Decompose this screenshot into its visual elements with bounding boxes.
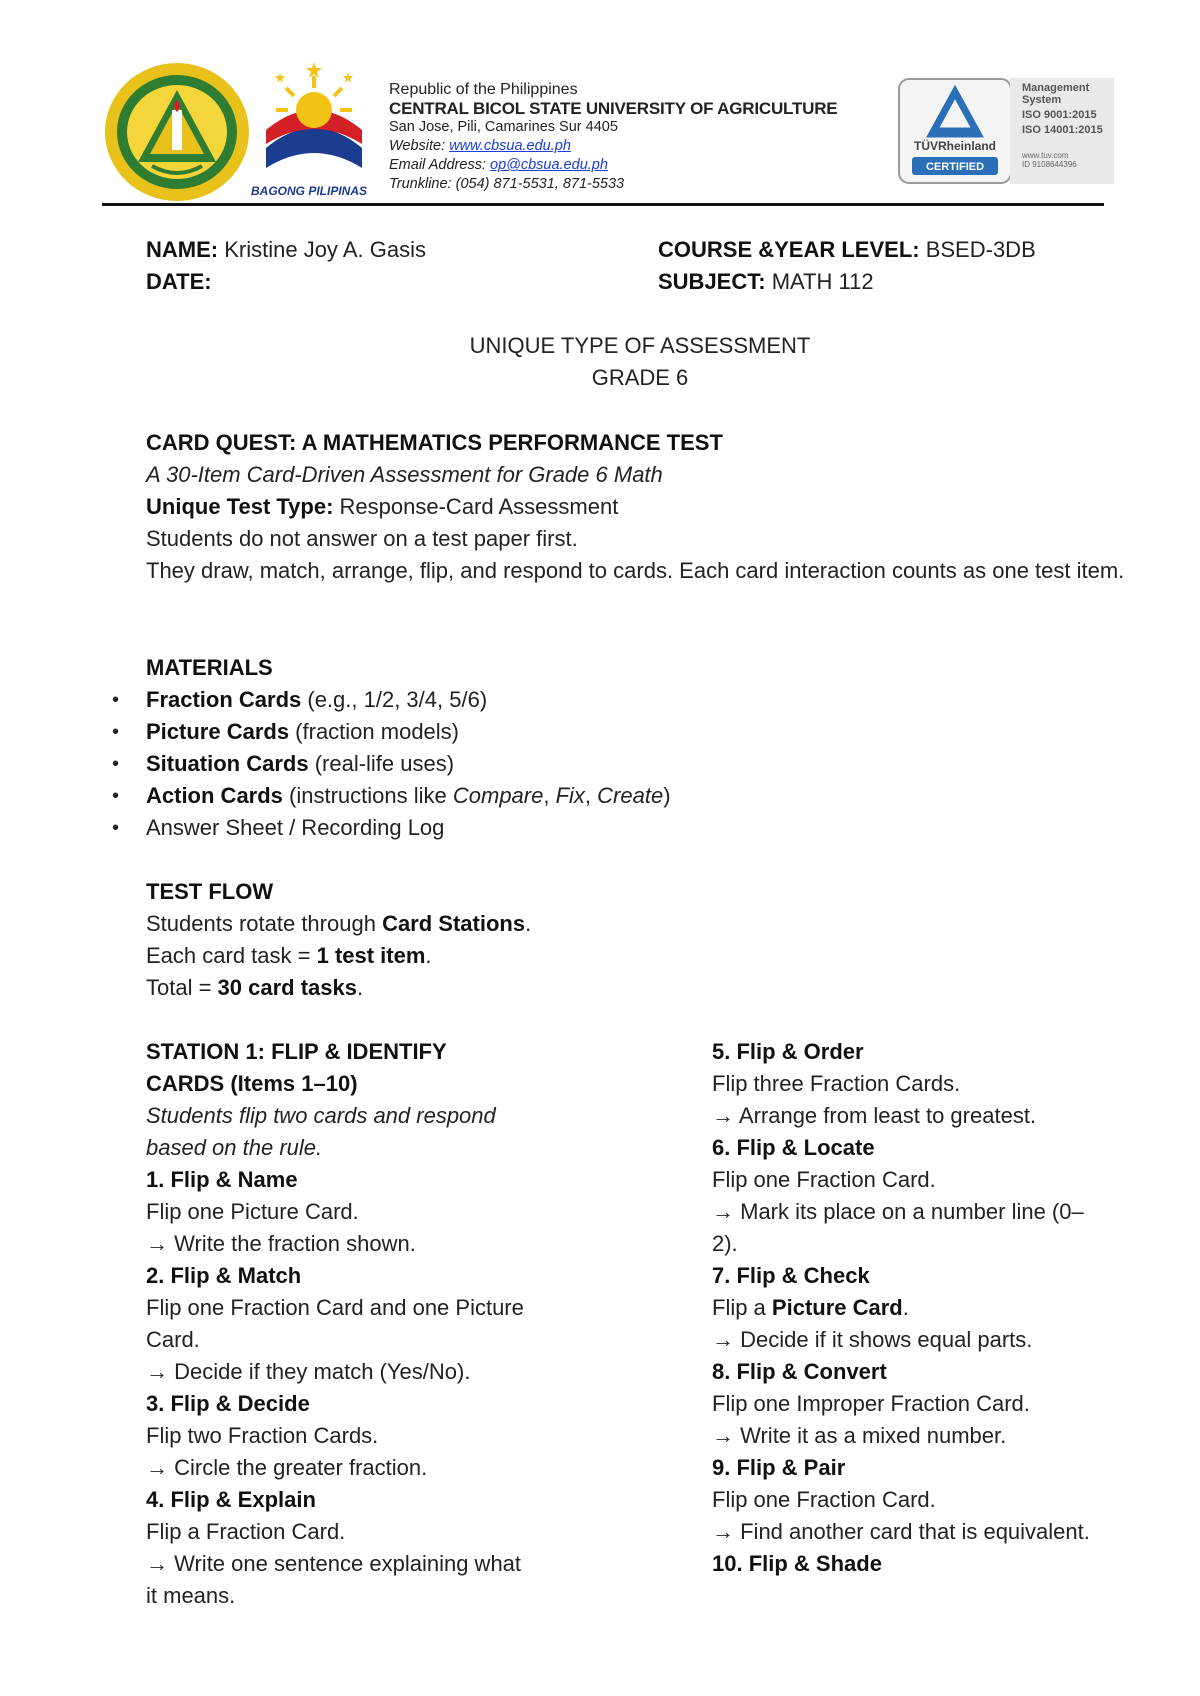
cert-system-1: Management	[1022, 82, 1090, 94]
website-label: Website:	[389, 138, 450, 154]
item-title: 1. Flip & Name	[146, 1167, 298, 1192]
materials-title: MATERIALS	[146, 655, 273, 680]
item-line: → Decide if they match (Yes/No).	[146, 1359, 471, 1384]
website-link[interactable]: www.cbsua.edu.ph	[449, 138, 571, 154]
subject-value: MATH 112	[765, 269, 874, 294]
station-left-column	[146, 1036, 586, 1612]
material-desc: (fraction models)	[289, 719, 460, 744]
item-title: 4. Flip & Explain	[146, 1487, 316, 1512]
separator: ,	[584, 783, 598, 808]
material-name: Situation Cards	[146, 751, 309, 776]
item-line: → Arrange from least to greatest.	[712, 1103, 1037, 1128]
item-line: 2).	[712, 1231, 738, 1256]
date-field	[146, 266, 212, 298]
item-title: 10. Flip & Shade	[712, 1551, 882, 1576]
cert-system-2: System	[1022, 94, 1062, 106]
flow-line-2	[146, 940, 1136, 972]
item-line: → Find another card that is equivalent.	[712, 1519, 1090, 1544]
name-value: Kristine Joy A. Gasis	[218, 237, 426, 262]
subject-field	[658, 266, 874, 298]
item-title: 2. Flip & Match	[146, 1263, 302, 1288]
list-item	[146, 748, 671, 780]
list-item	[146, 684, 671, 716]
text: Students rotate through	[146, 911, 383, 936]
item-line: Flip one Fraction Card.	[712, 1167, 936, 1192]
separator: ,	[543, 783, 556, 808]
station-instruction-2: based on the rule.	[146, 1135, 323, 1160]
item-line: Card.	[146, 1327, 200, 1352]
subject-label: SUBJECT:	[658, 269, 766, 294]
material-desc: (real-life uses)	[308, 751, 455, 776]
material-desc: (e.g., 1/2, 3/4, 5/6)	[301, 687, 488, 712]
flow-line-1	[146, 908, 1136, 940]
intro-line-1: Students do not answer on a test paper first.	[146, 526, 578, 551]
test-flow-section	[146, 876, 1136, 1004]
item-line: Flip two Fraction Cards.	[146, 1423, 379, 1448]
text-bold: 1 test item	[316, 943, 426, 968]
item-line	[712, 1292, 1142, 1324]
course-field	[658, 234, 1036, 266]
flow-line-3	[146, 972, 1136, 1004]
university-name: CENTRAL BICOL STATE UNIVERSITY OF AGRICULTURE	[389, 99, 838, 118]
item-title: 9. Flip & Pair	[712, 1455, 846, 1480]
text: Each card task =	[146, 943, 317, 968]
item-title: 7. Flip & Check	[712, 1263, 870, 1288]
test-title: CARD QUEST: A MATHEMATICS PERFORMANCE TEST	[146, 430, 723, 455]
date-label: DATE:	[146, 269, 212, 294]
seal-caption: BAGONG PILIPINAS	[250, 184, 367, 198]
list-item	[146, 780, 671, 812]
material-name: Action Cards	[146, 783, 283, 808]
tuv-id: ID 9108644396	[1022, 160, 1077, 169]
trunkline: Trunkline: (054) 871-5531, 871-5533	[389, 176, 625, 192]
item-line: Flip three Fraction Cards.	[712, 1071, 961, 1096]
test-type	[146, 491, 1136, 523]
item-line: → Circle the greater fraction.	[146, 1455, 428, 1480]
text: .	[902, 1295, 909, 1320]
assessment-heading: UNIQUE TYPE OF ASSESSMENT	[469, 333, 811, 358]
materials-list	[146, 684, 671, 844]
email-label: Email Address:	[389, 157, 490, 173]
tuv-site: www.tuv.com	[1022, 151, 1069, 160]
text: .	[425, 943, 432, 968]
text: Total =	[146, 975, 218, 1000]
action-create: Create	[597, 783, 664, 808]
text: .	[356, 975, 364, 1000]
text: Flip a	[712, 1295, 772, 1320]
material-desc: Answer Sheet / Recording Log	[146, 815, 445, 840]
list-item	[146, 716, 671, 748]
item-title: 3. Flip & Decide	[146, 1391, 310, 1416]
test-type-value: Response-Card Assessment	[333, 494, 619, 519]
text-bold: Card Stations	[382, 911, 526, 936]
text: .	[525, 911, 532, 936]
item-line: it means.	[146, 1583, 236, 1608]
station-right-column	[712, 1036, 1142, 1580]
republic-line: Republic of the Philippines	[389, 81, 578, 98]
item-line: → Write the fraction shown.	[146, 1231, 416, 1256]
item-line: Flip one Improper Fraction Card.	[712, 1391, 1030, 1416]
iso-9001: ISO 9001:2015	[1022, 109, 1097, 121]
intro-section	[146, 427, 1136, 587]
action-fix: Fix	[555, 783, 585, 808]
station-instruction-1: Students flip two cards and respond	[146, 1103, 496, 1128]
station-title-2: CARDS (Items 1–10)	[146, 1071, 358, 1096]
email-link[interactable]: op@cbsua.edu.ph	[490, 157, 608, 173]
list-item	[146, 812, 671, 844]
name-label: NAME:	[146, 237, 219, 262]
action-compare: Compare	[452, 783, 544, 808]
item-line: → Mark its place on a number line (0–	[712, 1199, 1084, 1224]
item-title: 5. Flip & Order	[712, 1039, 864, 1064]
flow-title: TEST FLOW	[146, 879, 274, 904]
item-line: Flip one Fraction Card.	[712, 1487, 936, 1512]
address-line: San Jose, Pili, Camarines Sur 4405	[389, 119, 618, 135]
item-line: → Write it as a mixed number.	[712, 1423, 1007, 1448]
item-line: Flip a Fraction Card.	[146, 1519, 346, 1544]
test-type-label: Unique Test Type:	[146, 494, 334, 519]
grade-heading: GRADE 6	[591, 365, 689, 390]
name-field	[146, 234, 426, 266]
course-value: BSED-3DB	[919, 237, 1036, 262]
item-line: → Write one sentence explaining what	[146, 1551, 522, 1576]
cert-brand: TÜVRheinland	[913, 139, 997, 153]
cert-label: CERTIFIED	[925, 161, 985, 173]
material-name: Picture Cards	[146, 719, 290, 744]
iso-14001: ISO 14001:2015	[1022, 124, 1103, 136]
item-title: 8. Flip & Convert	[712, 1359, 887, 1384]
intro-line-2: They draw, match, arrange, flip, and respond to cards. Each card interaction counts as one test item.	[146, 558, 1125, 583]
text-bold: Picture Card	[771, 1295, 903, 1320]
item-title: 6. Flip & Locate	[712, 1135, 875, 1160]
closing-paren: )	[663, 783, 671, 808]
course-label: COURSE &YEAR LEVEL:	[658, 237, 920, 262]
item-line: Flip one Fraction Card and one Picture	[146, 1295, 524, 1320]
text-bold: 30 card tasks	[217, 975, 357, 1000]
station-title-1: STATION 1: FLIP & IDENTIFY	[146, 1039, 447, 1064]
test-subtitle: A 30-Item Card-Driven Assessment for Grade 6 Math	[146, 462, 663, 487]
item-line: → Decide if it shows equal parts.	[712, 1327, 1033, 1352]
materials-heading	[146, 652, 1136, 684]
material-name: Fraction Cards	[146, 687, 302, 712]
material-desc: (instructions like	[282, 783, 453, 808]
item-line: Flip one Picture Card.	[146, 1199, 359, 1224]
